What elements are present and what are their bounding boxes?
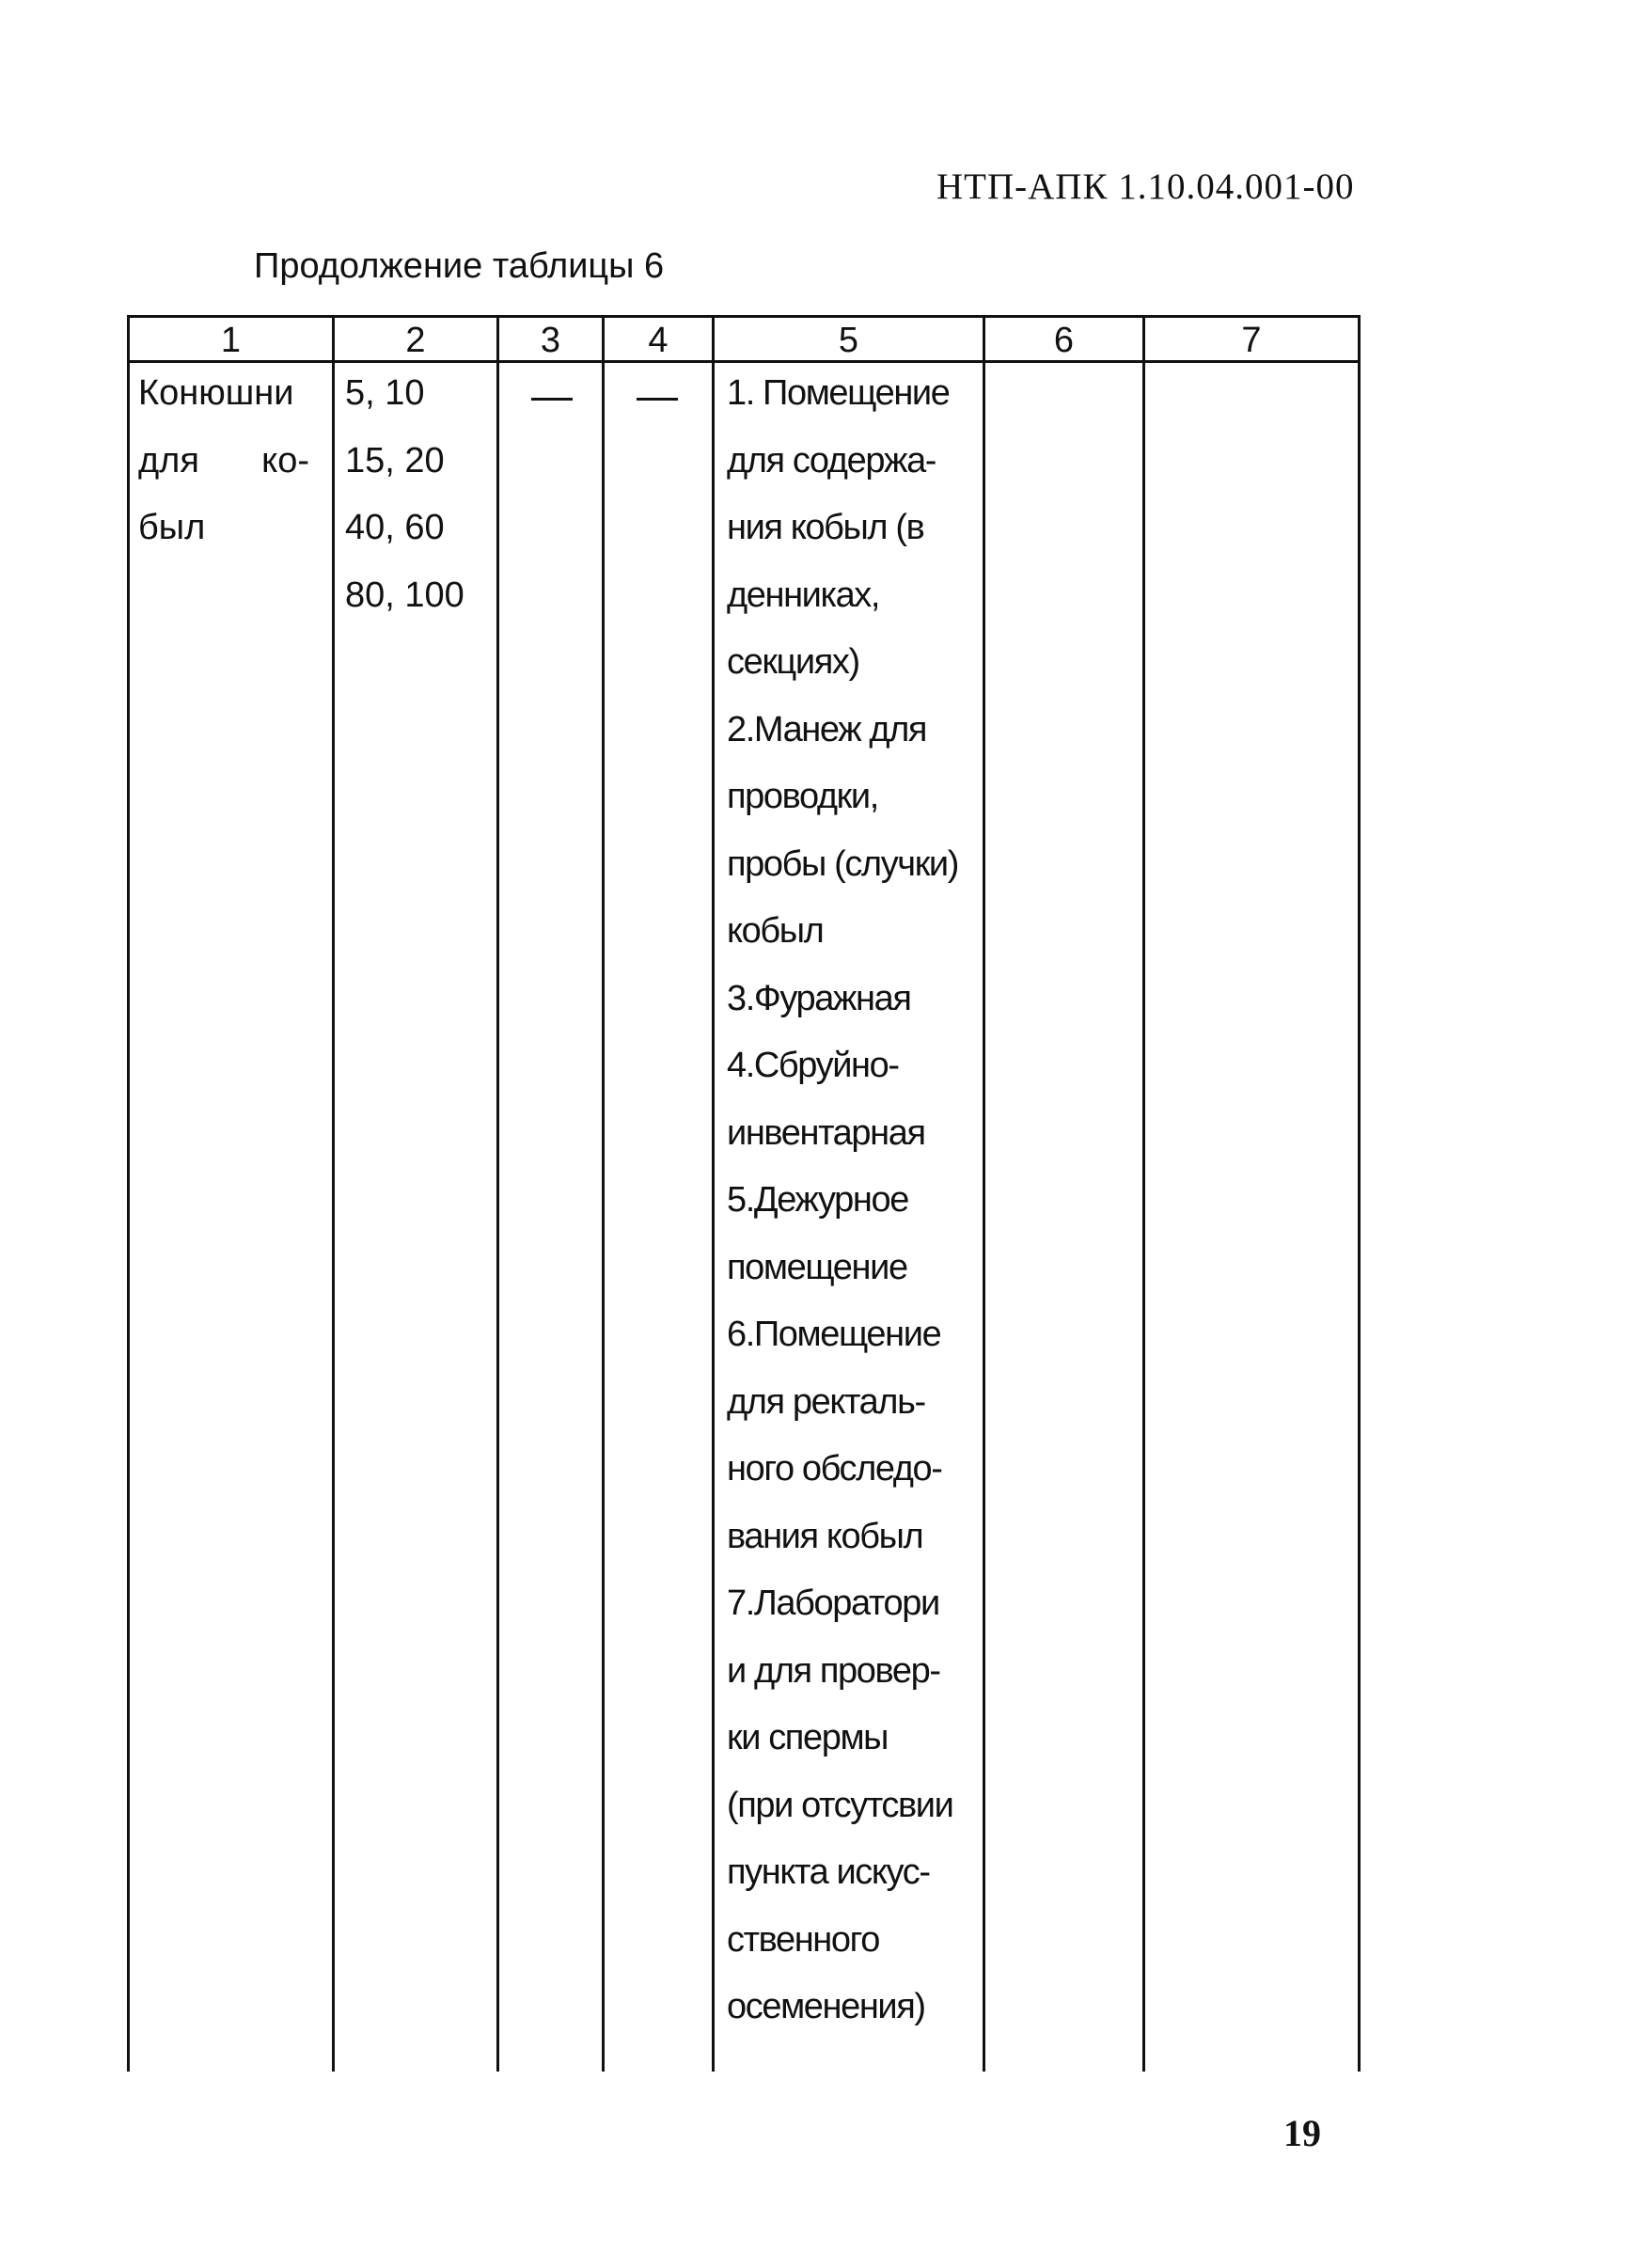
cell-text-line: 80, 100	[345, 575, 464, 615]
cell-text-line: осеменения)	[727, 1987, 925, 2026]
cell-text-line: и для провер-	[727, 1650, 940, 1691]
column-border-3-4	[602, 315, 605, 2072]
cell-text-line: секциях)	[727, 642, 859, 682]
column-border-1-2	[332, 315, 335, 2072]
cell-text-line: 4.Сбруйно-	[727, 1046, 899, 1085]
cell-text-line: денниках,	[727, 575, 880, 615]
cell-text-line: 3.Фуражная	[727, 978, 911, 1018]
column-border-right	[1358, 315, 1361, 2072]
cell-capacity	[345, 360, 464, 629]
cell-text-line: пункта искус-	[727, 1852, 930, 1892]
cell-text-line	[138, 428, 309, 496]
column-border-left	[127, 315, 130, 2072]
column-border-5-6	[983, 315, 985, 2072]
cell-text-line: 5, 10	[345, 373, 425, 413]
column-number-3: 3	[540, 321, 561, 360]
cell-text-line: ственного	[727, 1919, 879, 1960]
column-number-2: 2	[405, 321, 426, 360]
cell-text-line: проводки,	[727, 777, 878, 816]
cell-text-line: 7.Лаборатори	[727, 1583, 939, 1623]
data-table	[127, 315, 1359, 2072]
cell-text-line: ки спермы	[727, 1718, 889, 1757]
column-number-6: 6	[1053, 321, 1075, 360]
column-number-4: 4	[648, 321, 669, 360]
table-top-border	[127, 315, 1361, 318]
cell-text-line: Конюшни	[138, 373, 294, 413]
column-number-7: 7	[1241, 321, 1262, 360]
cell-text-line: пробы (случки)	[727, 843, 959, 884]
cell-text-line: 15, 20	[345, 440, 445, 481]
cell-col4-dash	[637, 398, 678, 401]
cell-text-line: ного обследо-	[727, 1449, 942, 1489]
word: для	[138, 440, 199, 481]
table-caption: Продолжение таблицы 6	[254, 246, 665, 286]
cell-text-line: для ректаль-	[727, 1381, 925, 1422]
document-code: НТП-АПК 1.10.04.001-00	[936, 166, 1355, 207]
cell-col3-dash	[531, 398, 573, 401]
column-border-6-7	[1142, 315, 1145, 2072]
cell-text-line: помещение	[727, 1247, 907, 1287]
cell-room-list	[727, 360, 958, 2041]
cell-text-line: 5.Дежурное	[727, 1180, 908, 1220]
cell-building-type	[138, 360, 309, 562]
cell-text-line: 1. Помещение	[727, 373, 950, 413]
cell-text-line: ния кобыл (в	[727, 508, 924, 547]
word: ко-	[261, 440, 309, 481]
page-number: 19	[1283, 2112, 1321, 2154]
column-border-4-5	[712, 315, 715, 2072]
cell-text-line: 2.Манеж для	[727, 709, 927, 749]
cell-text-line: инвентарная	[727, 1112, 925, 1153]
cell-text-line: был	[138, 508, 206, 547]
column-number-5: 5	[838, 321, 859, 360]
cell-text-line: (при отсутсвии	[727, 1785, 953, 1825]
column-border-2-3	[496, 315, 499, 2072]
cell-text-line: кобыл	[727, 911, 824, 951]
cell-text-line: для содержа-	[727, 440, 936, 481]
column-number-1: 1	[220, 321, 242, 360]
cell-text-line: 40, 60	[345, 508, 445, 547]
cell-text-line: вания кобыл	[727, 1516, 923, 1556]
cell-text-line: 6.Помещение	[727, 1315, 941, 1354]
